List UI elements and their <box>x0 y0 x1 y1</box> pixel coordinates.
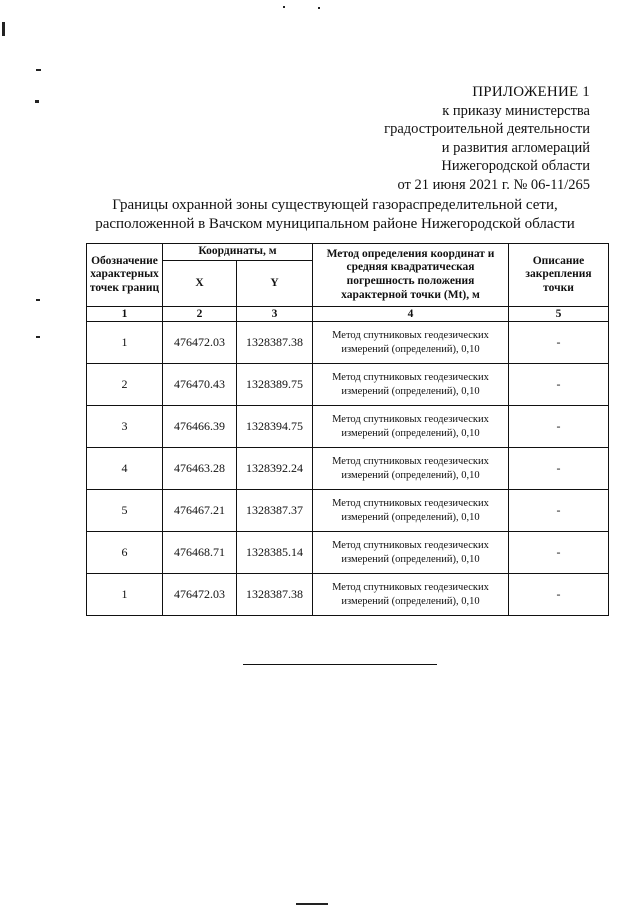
table-row <box>87 322 609 364</box>
cell-description: - <box>509 322 609 364</box>
cell-point: 4 <box>87 448 163 490</box>
cell-description: - <box>509 406 609 448</box>
cell-point: 6 <box>87 532 163 574</box>
table-row <box>87 364 609 406</box>
header-description: Описание закрепления точки <box>509 244 609 307</box>
cell-description: - <box>509 574 609 616</box>
cell-x: 476472.03 <box>163 322 237 364</box>
cell-point: 1 <box>87 574 163 616</box>
cell-x: 476472.03 <box>163 574 237 616</box>
header-designation: Обозначение характерных точек границ <box>87 244 163 307</box>
cell-y: 1328389.75 <box>237 364 313 406</box>
cell-x: 476468.71 <box>163 532 237 574</box>
column-number: 4 <box>313 307 509 322</box>
cell-y: 1328387.37 <box>237 490 313 532</box>
table-row <box>87 448 609 490</box>
cell-method: Метод спутниковых геодезических измерений (определений), 0,10 <box>313 490 509 532</box>
cell-x: 476470.43 <box>163 364 237 406</box>
table-row <box>87 406 609 448</box>
cell-method: Метод спутниковых геодезических измерений (определений), 0,10 <box>313 448 509 490</box>
cell-point: 1 <box>87 322 163 364</box>
title-line: расположенной в Вачском муниципальном районе Нижегородской области <box>95 216 575 232</box>
cell-point: 3 <box>87 406 163 448</box>
cell-y: 1328385.14 <box>237 532 313 574</box>
cell-x: 476467.21 <box>163 490 237 532</box>
appendix-line: и развития агломераций <box>441 139 590 156</box>
appendix-line: к приказу министерства <box>442 102 590 119</box>
column-number: 2 <box>163 307 237 322</box>
cell-description: - <box>509 490 609 532</box>
scan-mark <box>2 22 5 36</box>
header-method: Метод определения координат и средняя квадратическая погрешность положения характерной точки (Mt), м <box>313 244 509 307</box>
cell-y: 1328387.38 <box>237 322 313 364</box>
appendix-line: от 21 июня 2021 г. № 06-11/265 <box>397 176 590 193</box>
cell-method: Метод спутниковых геодезических измерений (определений), 0,10 <box>313 364 509 406</box>
cell-point: 5 <box>87 490 163 532</box>
coordinates-table <box>86 243 609 616</box>
scan-mark <box>283 6 285 8</box>
cell-x: 476466.39 <box>163 406 237 448</box>
column-number: 5 <box>509 307 609 322</box>
scan-mark <box>36 299 40 301</box>
column-number: 3 <box>237 307 313 322</box>
scan-mark <box>35 100 39 103</box>
cell-y: 1328394.75 <box>237 406 313 448</box>
cell-method: Метод спутниковых геодезических измерений (определений), 0,10 <box>313 406 509 448</box>
appendix-line: Нижегородской области <box>441 158 590 175</box>
scan-mark <box>318 7 320 9</box>
table-row <box>87 574 609 616</box>
appendix-line: градостроительной деятельности <box>384 121 590 138</box>
scan-mark <box>36 69 41 71</box>
document-title <box>90 196 580 234</box>
table-row <box>87 532 609 574</box>
cell-method: Метод спутниковых геодезических измерений (определений), 0,10 <box>313 322 509 364</box>
header-coordinates: Координаты, м <box>163 244 313 261</box>
cell-y: 1328392.24 <box>237 448 313 490</box>
header-x: X <box>163 261 237 307</box>
cell-method: Метод спутниковых геодезических измерений (определений), 0,10 <box>313 532 509 574</box>
scan-mark <box>36 336 40 338</box>
cell-y: 1328387.38 <box>237 574 313 616</box>
header-y: Y <box>237 261 313 307</box>
cell-method: Метод спутниковых геодезических измерений (определений), 0,10 <box>313 574 509 616</box>
cell-description: - <box>509 532 609 574</box>
title-line: Границы охранной зоны существующей газораспределительной сети, <box>112 197 558 213</box>
column-number: 1 <box>87 307 163 322</box>
closing-rule <box>243 664 437 665</box>
cell-description: - <box>509 364 609 406</box>
table-row <box>87 490 609 532</box>
cell-point: 2 <box>87 364 163 406</box>
appendix-block <box>384 83 590 195</box>
cell-x: 476463.28 <box>163 448 237 490</box>
appendix-heading: ПРИЛОЖЕНИЕ 1 <box>472 84 590 100</box>
cell-description: - <box>509 448 609 490</box>
